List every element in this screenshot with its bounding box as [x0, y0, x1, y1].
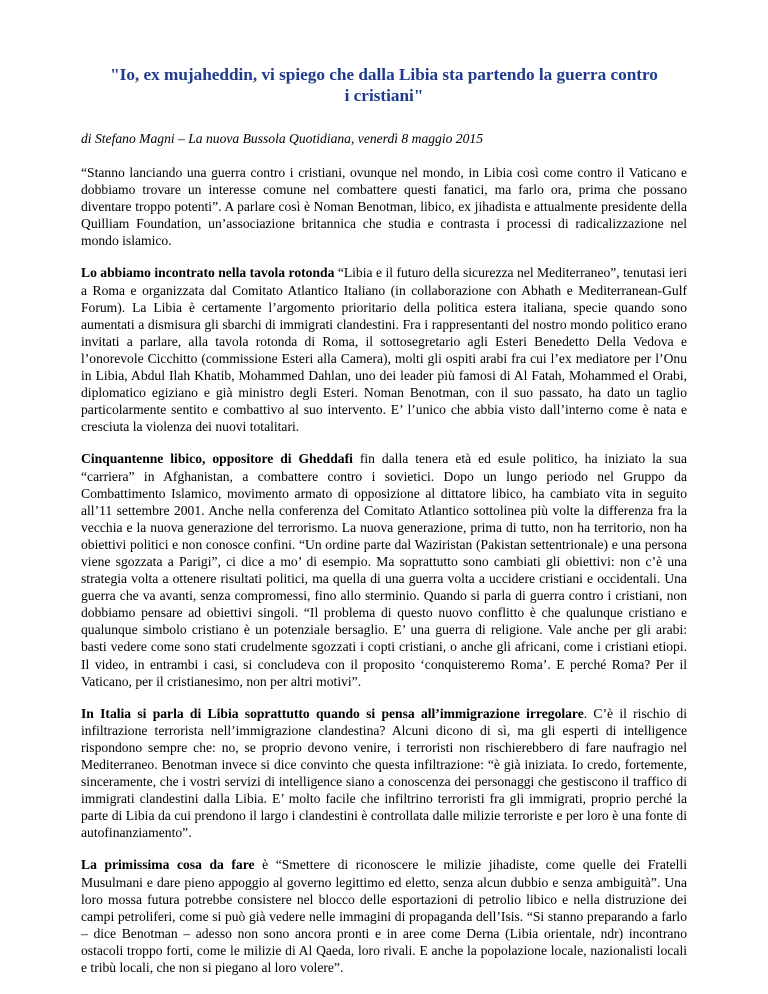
paragraph-2 — [81, 264, 687, 435]
paragraph-5-lead: La primissima cosa da fare — [81, 857, 255, 873]
paragraph-5 — [81, 856, 687, 976]
paragraph-1-text: “Stanno lanciando una guerra contro i cristiani, ovunque nel mondo, in Libia così come contro il Vaticano e dobbiamo trovare un interesse comune nel combattere questi fanatici, ma farlo ora, prima che possano diventare troppo potenti”. A parlare così è Noman Benotman, libico, ex jihadista e attualmente presidente della Quilliam Foundation, un’associazione britannica che studia e contrasta i processi di radicalizzazione nel mondo islamico. — [81, 165, 687, 249]
paragraph-2-text: “Libia e il futuro della sicurezza nel Mediterraneo”, tenutasi ieri a Roma e organizzata dal Comitato Atlantico Italiano (in collaborazione con Abhath e Mediterranean-Gulf Forum). La Libia è certamente l’argomento prioritario della politica estera italiana, specie quando sono aumentati a dismisura gli sbarchi di immigrati clandestini. Fra i rappresentanti del nostro mondo politico erano invitati a parlare, alla tavola rotonda di Roma, il sottosegretario agli Esteri Benedetto Della Vedova e l’onorevole Cicchitto (commissione Esteri alla Camera), molti gli ospiti arabi fra cui l’ex mediatore per l’Onu in Libia, Abdul Ilah Khatib, Mohammed Dahlan, uno dei leader più famosi di Al Fatah, Mohammed el Orabi, diplomatico egiziano e già ministro degli Esteri. Noman Benotman, con il suo passato, ha dato un taglio particolarmente sentito e combattivo al suo intervento. E’ l’unico che abbia visto dall’interno come è nata e cresciuta la violenza dei nuovi totalitari. — [81, 265, 687, 435]
article-byline: di Stefano Magni – La nuova Bussola Quotidiana, venerdì 8 maggio 2015 — [81, 131, 483, 146]
paragraph-3 — [81, 450, 687, 689]
paragraph-3-text: fin dalla tenera età ed esule politico, ha iniziato la sua “carriera” in Afghanistan, a combattere contro i sovietici. Dopo un lungo periodo nel Gruppo da Combattimento Islamico, movimento armato di opposizione al dittatore libico, ha cambiato vita in seguito all’11 settembre 2001. Anche nella conferenza del Comitato Atlantico sottolinea più volte la differenza fra la vecchia e la nuova generazione del terrorismo. La nuova generazione, prima di tutto, non ha territorio, non ha obiettivi politici e non conosce confini. “Un ordine parte dal Waziristan (Pakistan settentrionale) e una persona viene sgozzata a Parigi”, ci dice a mo’ di esempio. Ma soprattutto sono cambiati gli obiettivi: non c’è una strategia volta a ottenere risultati politici, ma quella di una guerra volta a uccidere cristiani e occidentali. Una guerra che va avanti, senza compromessi, fino allo sterminio. Quando si parla di guerra contro i cristiani, non dobbiamo pensare ad obiettivi singoli. “Il problema di questo nuovo conflitto è che qualunque cristiano e qualunque simbolo cristiano è un potenziale bersaglio. E’ una guerra di religione. Vale anche per gli arabi: basti vedere come sono stati crudelmente sgozzati i copti cristiani, o anche gli africani, come i cristiani etiopi. Il video, in entrambi i casi, si concludeva con il proposito ‘conquisteremo Roma’. E perché Roma? Per il Vaticano, per il cristianesimo, non per altri motivi”. — [81, 451, 687, 689]
article-title: "Io, ex mujaheddin, vi spiego che dalla Libia sta partendo la guerra contro i cristiani" — [110, 65, 658, 105]
paragraph-4-text: . C’è il rischio di infiltrazione terrorista nell’immigrazione clandestina? Alcuni dicono di sì, ma gli esperti di intelligence rispondono sempre che: no, se proprio devono venire, i terroristi non rischierebbero di fare naufragio nel Mediterraneo. Benotman invece si dice convinto che questa infiltrazione: “è già iniziata. Io credo, fortemente, sinceramente, che i vostri servizi di intelligence siano a conoscenza dei personaggi che gestiscono il traffico di immigrati clandestini dalla Libia. E’ molto facile che infiltrino terroristi fra gli immigrati, proprio perché la parte di Libia da cui prendono il largo i clandestini è controllata dalle milizie terroriste e per loro è una fonte di autofinanziamento”. — [81, 705, 688, 841]
paragraph-4-lead: In Italia si parla di Libia soprattutto quando si pensa all’immigrazione irregolare — [81, 705, 584, 721]
paragraph-1 — [81, 164, 687, 249]
paragraph-3-lead: Cinquantenne libico, oppositore di Gheddafi — [81, 451, 353, 467]
paragraph-4 — [81, 705, 687, 842]
paragraph-5-text: è “Smettere di riconoscere le milizie jihadiste, come quelle dei Fratelli Musulmani e dare pieno appoggio al governo legittimo ed eletto, senza alcun dubbio e senza ambiguità”. Una loro mossa futura potrebbe consistere nel blocco delle esportazioni di petrolio libico e nella distruzione dei campi petroliferi, come si può già vedere nelle immagini di propaganda dell’Isis. “Si stanno preparando a farlo – dice Benotman – adesso non sono ancora pronti e in aree come Derna (Libia orientale, ndr) incontrano ostacoli troppo forti, come le milizie di Al Qaeda, loro rivali. E anche la popolazione locale, nazionalisti locali e tribù locali, che non si piegano al loro volere”. — [81, 857, 687, 976]
paragraph-2-lead: Lo abbiamo incontrato nella tavola rotonda — [81, 265, 335, 281]
